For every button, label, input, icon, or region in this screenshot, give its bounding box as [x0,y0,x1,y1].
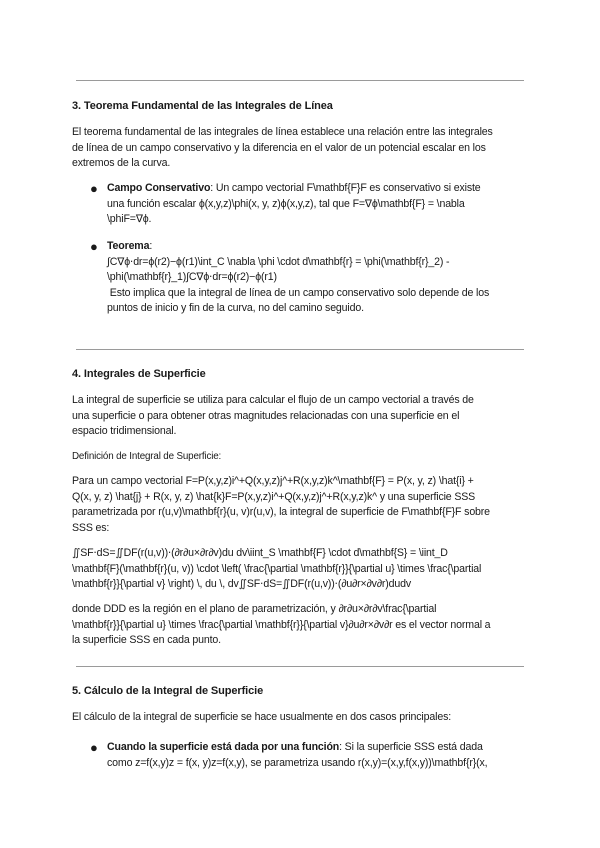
bullet-icon: ● [90,740,98,755]
formula-line: \mathbf{r}}{\partial v} \right) \, du \, dv∬SF⋅dS=∬DF(r(u,v))⋅(∂u∂r×∂v∂r)dudv [72,578,412,590]
formula-line: \mathbf{F}(\mathbf{r}(u, v)) \cdot \left( \frac{\partial \mathbf{r}}{\partial u} \times \frac{\partial [72,562,482,575]
text-line: puntos de inicio y fin de la curva, no del camino seguido. [107,302,364,314]
text-line: espacio tridimensional. [72,425,177,437]
text-line [107,740,527,756]
section-heading-3: 3. Teorema Fundamental de las Integrales de Línea [72,100,333,112]
text-line: Para un campo vectorial F=P(x,y,z)i^+Q(x,y,z)j^+R(x,y,z)k^\mathbf{F} = P(x, y, z) \hat{i} + [72,475,474,487]
bullet-conservative-field [107,181,527,228]
horizontal-divider [76,80,524,81]
bullet-theorem [107,239,527,317]
text-line: de línea de un campo conservativo y la diferencia en el valor de un potencial escalar en los [72,141,486,154]
text-line: \mathbf{r}}{\partial u} \times \frac{\partial \mathbf{r}}{\partial v}∂u∂r×∂v∂r es el vector normal a [72,618,491,631]
horizontal-divider [76,666,524,667]
text-span: : Un campo vectorial F\mathbf{F}F es conservativo si existe [210,182,481,194]
text-line: \phiF=∇ϕ. [107,213,152,225]
definition-label: Definición de Integral de Superficie: [72,451,222,462]
text-span: : Si la superficie SSS está dada [339,741,483,753]
text-line: SSS es: [72,521,110,534]
bullet-icon: ● [90,239,98,254]
text-line [107,181,527,197]
section-heading-4: 4. Integrales de Superficie [72,368,206,380]
text-line: extremos de la curva. [72,157,171,169]
formula-line: ∬SF⋅dS=∬DF(r(u,v))⋅(∂r∂u×∂r∂v)du dv\iint_S \mathbf{F} \cdot d\mathbf{S} = \iint_D [72,547,448,559]
definition-text [72,474,530,536]
bullet-title: Campo Conservativo [107,182,211,194]
text-line: parametrizada por r(u,v)\mathbf{r}(u, v)r(u,v), la integral de superficie de F\mathbf{F}F sobre [72,506,490,518]
formula-line: \phi(\mathbf{r}_1)∫C∇ϕ⋅dr=ϕ(r2)−ϕ(r1) [107,271,277,283]
surface-integral-formula [72,546,530,593]
text-line: La integral de superficie se utiliza para calcular el flujo de un campo vectorial a través de [72,394,474,406]
text-line: donde DDD es la región en el plano de parametrización, y ∂r∂u×∂r∂v\frac{\partial [72,603,437,615]
text-line: la superficie SSS en cada punto. [72,634,221,646]
text-span: : [149,240,153,252]
text-line: como z=f(x,y)z = f(x, y)z=f(x,y), se parametriza usando r(x,y)=(x,y,f(x,y))\mathbf{r}(x, [107,756,488,769]
text-line [107,239,527,255]
section4-intro [72,393,530,440]
section-heading-5: 5. Cálculo de la Integral de Superficie [72,685,264,697]
formula-line: ∫C∇ϕ⋅dr=ϕ(r2)−ϕ(r1)\int_C \nabla \phi \cdot d\mathbf{r} = \phi(\mathbf{r}_2) - [107,255,450,268]
bullet-surface-function [107,740,527,771]
section5-intro: El cálculo de la integral de superficie se hace usualmente en dos casos principales: [72,711,452,723]
text-line: una función escalar ϕ(x,y,z)\phi(x, y, z)ϕ(x,y,z), tal que F=∇ϕ\mathbf{F} = \nabla [107,197,465,210]
bullet-title: Teorema [107,240,150,252]
section3-intro [72,125,530,172]
text-line: Q(x, y, z) \hat{j} + R(x, y, z) \hat{k}F=P(x,y,z)i^+Q(x,y,z)j^+R(x,y,z)k^ y una superficie SSS [72,490,476,503]
text-line: El teorema fundamental de las integrales de línea establece una relación entre las integrales [72,126,493,138]
bullet-icon: ● [90,181,98,196]
text-line: una superficie o para obtener otras magnitudes relacionadas con una superficie en el [72,409,460,422]
text-line: Esto implica que la integral de línea de un campo conservativo solo depende de los [107,286,490,299]
horizontal-divider [76,349,524,350]
bullet-title: Cuando la superficie está dada por una función [107,741,340,753]
where-clause [72,602,530,649]
